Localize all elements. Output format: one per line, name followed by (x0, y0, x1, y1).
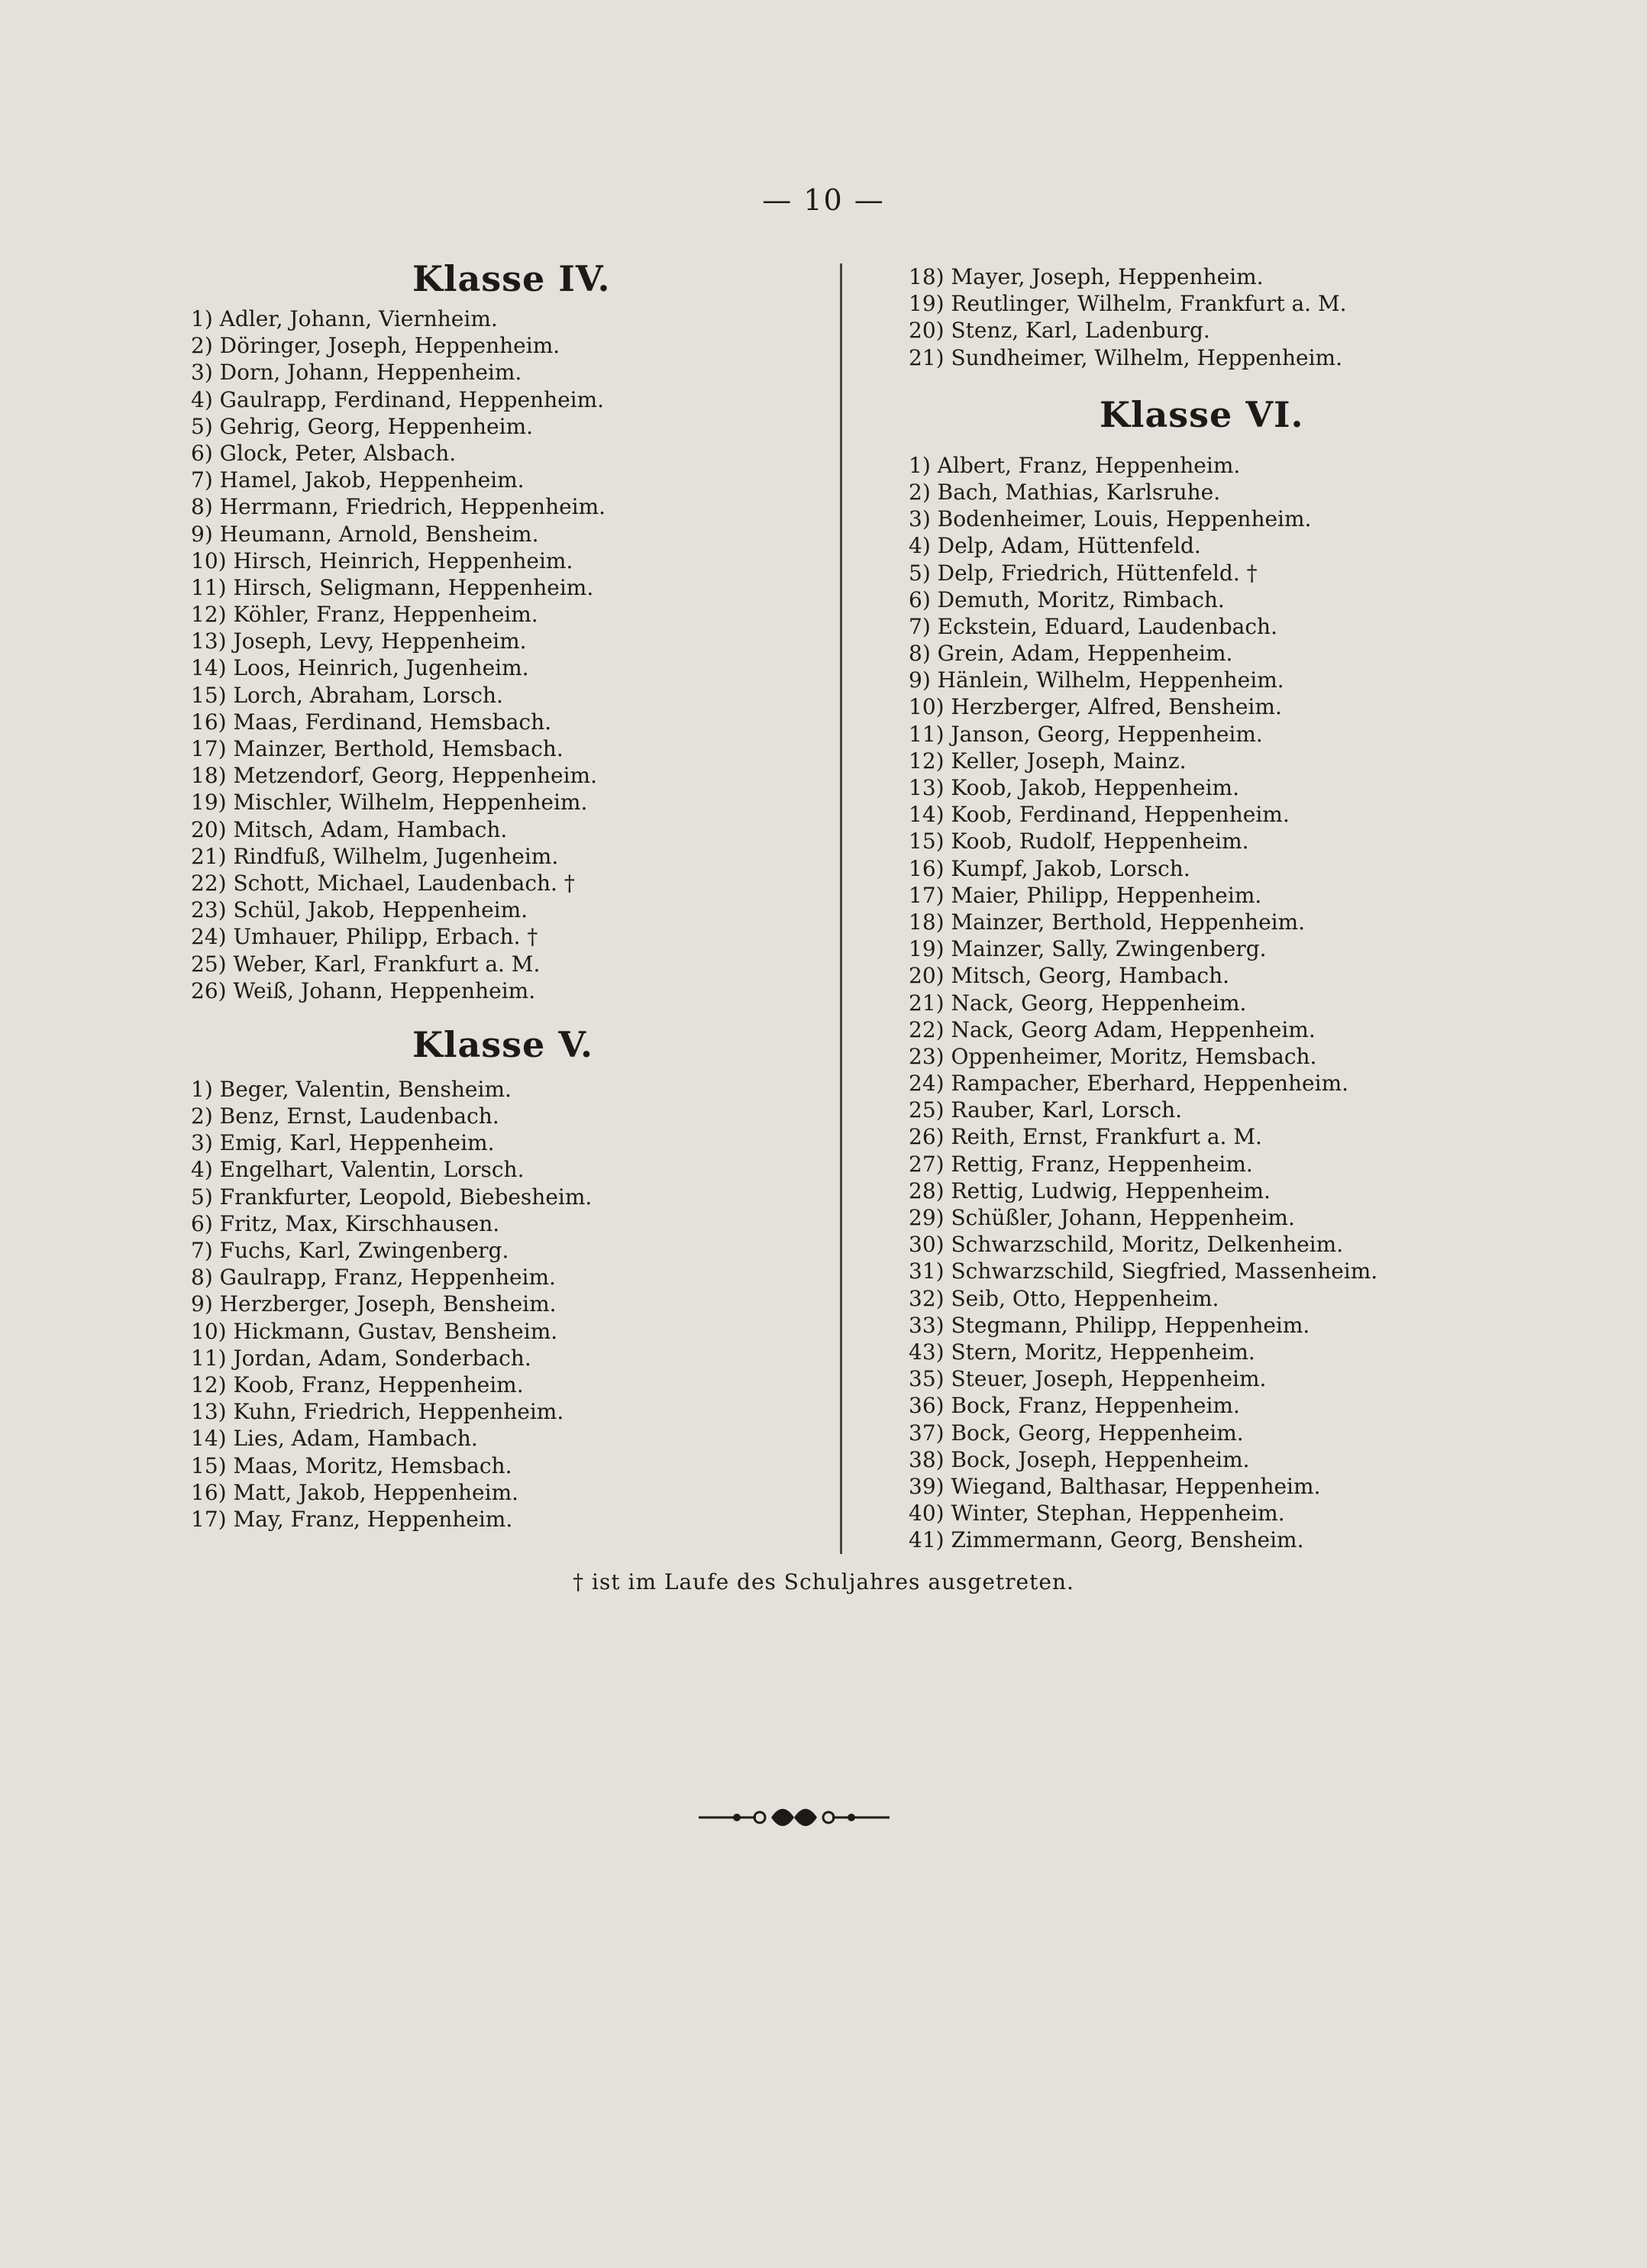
list-item: 13) Kuhn, Friedrich, Heppenheim. (191, 1399, 564, 1425)
list-item: 8) Herrmann, Friedrich, Heppenheim. (191, 494, 606, 520)
list-item: 35) Steuer, Joseph, Heppenheim. (909, 1366, 1267, 1392)
list-item: 38) Bock, Joseph, Heppenheim. (909, 1446, 1250, 1472)
list-item: 43) Stern, Moritz, Heppenheim. (909, 1339, 1255, 1365)
list-item: 26) Weiß, Johann, Heppenheim. (191, 977, 536, 1003)
list-item: 6) Glock, Peter, Alsbach. (191, 440, 457, 466)
list-item: 3) Emig, Karl, Heppenheim. (191, 1130, 495, 1156)
section-heading-klasse-iv: Klasse IV. (412, 258, 611, 299)
list-item: 18) Mainzer, Berthold, Heppenheim. (909, 909, 1306, 935)
list-item: 30) Schwarzschild, Moritz, Delkenheim. (909, 1232, 1344, 1258)
list-item: 1) Adler, Johann, Viernheim. (191, 306, 498, 331)
list-item: 22) Nack, Georg Adam, Heppenheim. (909, 1016, 1316, 1042)
list-item: 2) Bach, Mathias, Karlsruhe. (909, 479, 1221, 505)
list-item: 17) Mainzer, Berthold, Hemsbach. (191, 736, 564, 761)
list-item: 14) Loos, Heinrich, Jugenheim. (191, 655, 529, 681)
student-list-klasse-v (191, 1076, 848, 1533)
list-item: 2) Döringer, Joseph, Heppenheim. (191, 333, 560, 359)
list-item: 17) May, Franz, Heppenheim. (191, 1506, 513, 1532)
list-item: 10) Hickmann, Gustav, Bensheim. (191, 1318, 558, 1344)
list-item: 21) Rindfuß, Wilhelm, Jugenheim. (191, 843, 559, 869)
list-item: 11) Janson, Georg, Heppenheim. (909, 721, 1263, 747)
list-item: 22) Schott, Michael, Laudenbach. † (191, 870, 575, 896)
list-item: 3) Dorn, Johann, Heppenheim. (191, 360, 522, 386)
list-item: 9) Hänlein, Wilhelm, Heppenheim. (909, 667, 1284, 693)
list-item: 9) Heumann, Arnold, Bensheim. (191, 521, 539, 547)
list-item: 36) Bock, Franz, Heppenheim. (909, 1393, 1240, 1419)
list-item: 25) Weber, Karl, Frankfurt a. M. (191, 951, 541, 977)
page-number: — 10 — (762, 183, 885, 217)
list-item: 12) Koob, Franz, Heppenheim. (191, 1371, 524, 1397)
list-item: 17) Maier, Philipp, Heppenheim. (909, 882, 1262, 908)
list-item: 12) Köhler, Franz, Heppenheim. (191, 602, 538, 628)
list-item: 33) Stegmann, Philipp, Heppenheim. (909, 1312, 1310, 1338)
list-item: 13) Joseph, Levy, Heppenheim. (191, 628, 527, 654)
list-item: 40) Winter, Stephan, Heppenheim. (909, 1501, 1285, 1527)
list-item: 11) Hirsch, Seligmann, Heppenheim. (191, 574, 594, 600)
list-item: 7) Eckstein, Eduard, Laudenbach. (909, 613, 1277, 639)
list-item: 5) Gehrig, Georg, Heppenheim. (191, 413, 534, 439)
list-item: 24) Rampacher, Eberhard, Heppenheim. (909, 1071, 1349, 1097)
student-list-klasse-v-continued (909, 263, 1565, 371)
footnote: † ist im Laufe des Schuljahres ausgetreten. (573, 1569, 1074, 1594)
section-heading-klasse-vi: Klasse VI. (1100, 393, 1304, 435)
list-item: 37) Bock, Georg, Heppenheim. (909, 1420, 1244, 1446)
list-item: 14) Lies, Adam, Hambach. (191, 1426, 478, 1452)
list-item: 21) Sundheimer, Wilhelm, Heppenheim. (909, 344, 1342, 370)
list-item: 8) Gaulrapp, Franz, Heppenheim. (191, 1265, 556, 1291)
list-item: 16) Matt, Jakob, Heppenheim. (191, 1479, 519, 1505)
student-list-klasse-vi (909, 452, 1565, 1554)
list-item: 5) Frankfurter, Leopold, Biebesheim. (191, 1184, 593, 1210)
list-item: 6) Demuth, Moritz, Rimbach. (909, 586, 1225, 612)
list-item: 39) Wiegand, Balthasar, Heppenheim. (909, 1473, 1321, 1499)
list-item: 19) Mischler, Wilhelm, Heppenheim. (191, 790, 588, 816)
list-item: 20) Stenz, Karl, Ladenburg. (909, 318, 1210, 344)
list-item: 4) Engelhart, Valentin, Lorsch. (191, 1157, 525, 1183)
list-item: 2) Benz, Ernst, Laudenbach. (191, 1103, 499, 1129)
list-item: 26) Reith, Ernst, Frankfurt a. M. (909, 1124, 1262, 1150)
list-item: 21) Nack, Georg, Heppenheim. (909, 990, 1247, 1016)
list-item: 4) Gaulrapp, Ferdinand, Heppenheim. (191, 386, 605, 412)
list-item: 32) Seib, Otto, Heppenheim. (909, 1285, 1219, 1311)
list-item: 20) Mitsch, Georg, Hambach. (909, 963, 1230, 989)
list-item: 27) Rettig, Franz, Heppenheim. (909, 1151, 1253, 1177)
list-item: 41) Zimmermann, Georg, Bensheim. (909, 1527, 1304, 1553)
list-item: 1) Albert, Franz, Heppenheim. (909, 452, 1241, 478)
list-item: 12) Keller, Joseph, Mainz. (909, 748, 1187, 774)
list-item: 16) Kumpf, Jakob, Lorsch. (909, 855, 1190, 881)
list-item: 28) Rettig, Ludwig, Heppenheim. (909, 1178, 1271, 1203)
list-item: 25) Rauber, Karl, Lorsch. (909, 1097, 1183, 1123)
list-item: 15) Lorch, Abraham, Lorsch. (191, 682, 503, 708)
student-list-klasse-iv (191, 305, 848, 1004)
list-item: 29) Schüßler, Johann, Heppenheim. (909, 1205, 1295, 1230)
list-item: 11) Jordan, Adam, Sonderbach. (191, 1345, 531, 1371)
list-item: 13) Koob, Jakob, Heppenheim. (909, 775, 1239, 800)
list-item: 16) Maas, Ferdinand, Hemsbach. (191, 709, 552, 735)
list-item: 6) Fritz, Max, Kirschhausen. (191, 1210, 500, 1236)
section-heading-klasse-v: Klasse V. (412, 1023, 594, 1065)
list-item: 23) Schül, Jakob, Heppenheim. (191, 897, 528, 923)
list-item: 24) Umhauer, Philipp, Erbach. † (191, 924, 538, 950)
list-item: 18) Mayer, Joseph, Heppenheim. (909, 264, 1264, 289)
decorative-ornament-icon (695, 1802, 893, 1833)
list-item: 19) Mainzer, Sally, Zwingenberg. (909, 936, 1267, 962)
list-item: 3) Bodenheimer, Louis, Heppenheim. (909, 506, 1312, 532)
list-item: 15) Maas, Moritz, Hemsbach. (191, 1452, 512, 1478)
list-item: 19) Reutlinger, Wilhelm, Frankfurt a. M. (909, 291, 1347, 317)
left-column (191, 252, 848, 1533)
list-item: 7) Hamel, Jakob, Heppenheim. (191, 467, 525, 493)
list-item: 7) Fuchs, Karl, Zwingenberg. (191, 1238, 509, 1263)
list-item: 31) Schwarzschild, Siegfried, Massenheim. (909, 1258, 1378, 1284)
list-item: 15) Koob, Rudolf, Heppenheim. (909, 829, 1249, 855)
list-item: 8) Grein, Adam, Heppenheim. (909, 641, 1233, 667)
list-item: 10) Hirsch, Heinrich, Heppenheim. (191, 548, 573, 573)
list-item: 1) Beger, Valentin, Bensheim. (191, 1076, 512, 1102)
right-column (909, 263, 1565, 1553)
list-item: 4) Delp, Adam, Hüttenfeld. (909, 533, 1201, 559)
list-item: 23) Oppenheimer, Moritz, Hemsbach. (909, 1043, 1317, 1069)
list-item: 5) Delp, Friedrich, Hüttenfeld. † (909, 560, 1258, 586)
list-item: 20) Mitsch, Adam, Hambach. (191, 816, 508, 842)
list-item: 18) Metzendorf, Georg, Heppenheim. (191, 763, 597, 789)
list-item: 14) Koob, Ferdinand, Heppenheim. (909, 802, 1290, 828)
list-item: 9) Herzberger, Joseph, Bensheim. (191, 1291, 557, 1317)
list-item: 10) Herzberger, Alfred, Bensheim. (909, 694, 1282, 720)
